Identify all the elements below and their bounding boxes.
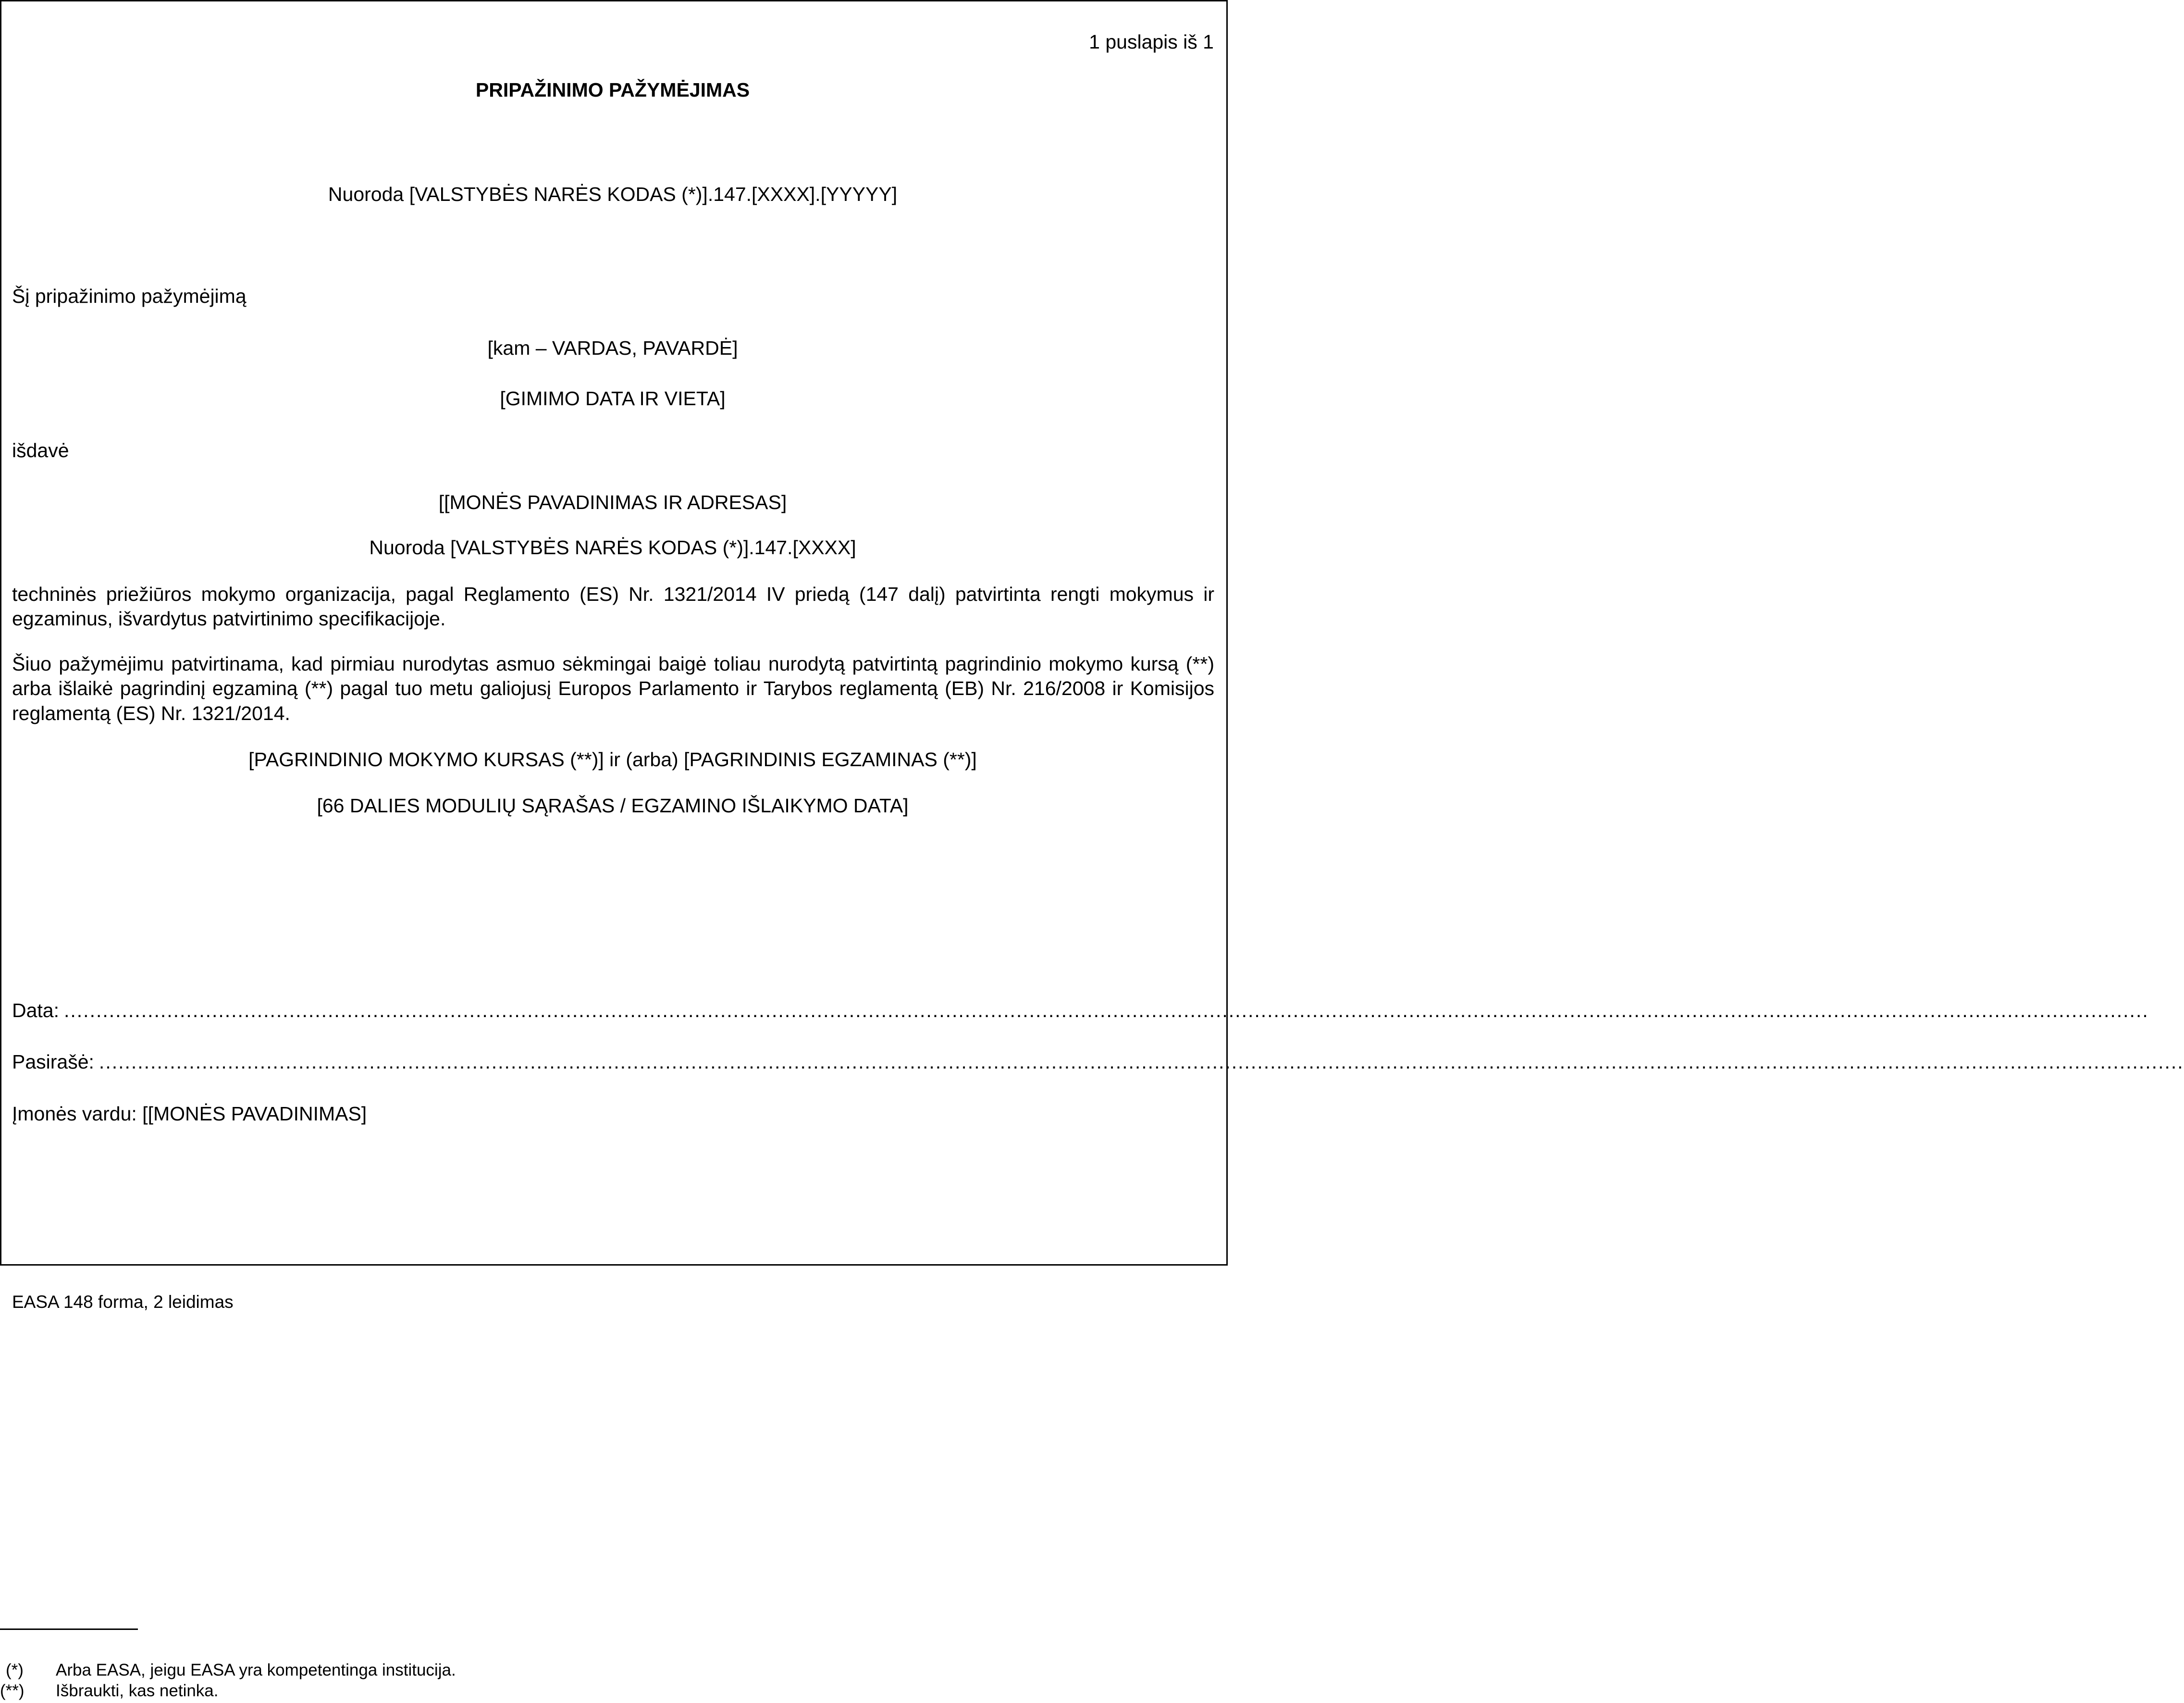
footnote-2-mark: (**): [0, 1681, 25, 1700]
footnote-1-text: Arba EASA, jeigu EASA yra kompetentinga institucija.: [56, 1661, 456, 1679]
footnote-2: [0, 1680, 219, 1702]
organisation-name: [[MONĖS PAVADINIMAS IR ADRESAS]: [438, 491, 787, 513]
page-counter: 1 puslapis iš 1: [1089, 31, 1214, 53]
company-line: Įmonės vardu: [[MONĖS PAVADINIMAS]: [12, 1103, 367, 1125]
footnote-rule: [0, 1628, 138, 1630]
signature-dotted-line: ....................................................................................................................................................................................................................................................................................................................................: [99, 1051, 2184, 1073]
signature-label: Pasirašė:: [12, 1051, 94, 1073]
intro-text: Šį pripažinimo pažymėjimą: [12, 285, 247, 307]
date-label: Data:: [12, 999, 59, 1021]
issued-by-label: išdavė: [12, 439, 69, 461]
modules-line: [66 DALIES MODULIŲ SĄRAŠAS / EGZAMINO IŠLAIKYMO DATA]: [317, 795, 909, 817]
date-dotted-line: ....................................................................................................................................................................................................................................................................................................................................: [64, 999, 2149, 1021]
reference-line: Nuoroda [VALSTYBĖS NARĖS KODAS (*)].147.[XXXX].[YYYYY]: [328, 183, 898, 205]
birth-info: [GIMIMO DATA IR VIETA]: [500, 387, 726, 410]
footnote-1-mark: (*): [6, 1661, 24, 1679]
organisation-reference: Nuoroda [VALSTYBĖS NARĖS KODAS (*)].147.[XXXX]: [369, 536, 856, 559]
recipient-name: [kam – VARDAS, PAVARDĖ]: [487, 337, 738, 359]
signature-field: [12, 1050, 2184, 1074]
date-field: [12, 998, 2149, 1023]
footnote-2-text: Išbraukti, kas netinka.: [56, 1681, 219, 1700]
certification-paragraph: Šiuo pažymėjimu patvirtinama, kad pirmiau nurodytas asmuo sėkmingai baigė toliau nurodytą patvirtintą pagrindinio mokymo kursą (**) arba išlaikė pagrindinį egzaminą (**) pagal tuo metu galiojusį Europos Parlamento ir Tarybos reglamentą (EB) Nr. 216/2008 ir Komisijos reglamentą (ES) Nr. 1321/2014.: [12, 653, 1214, 724]
form-id: EASA 148 forma, 2 leidimas: [12, 1292, 234, 1312]
course-line: [PAGRINDINIO MOKYMO KURSAS (**)] ir (arba) [PAGRINDINIS EGZAMINAS (**)]: [248, 748, 977, 771]
approval-paragraph: techninės priežiūros mokymo organizacija, pagal Reglamento (ES) Nr. 1321/2014 IV priedą (147 dalį) patvirtinta rengti mokymus ir egzaminus, išvardytus patvirtinimo specifikacijoje.: [12, 583, 1214, 630]
footnote-1: [0, 1660, 456, 1681]
document-title: PRIPAŽINIMO PAŽYMĖJIMAS: [475, 79, 750, 101]
